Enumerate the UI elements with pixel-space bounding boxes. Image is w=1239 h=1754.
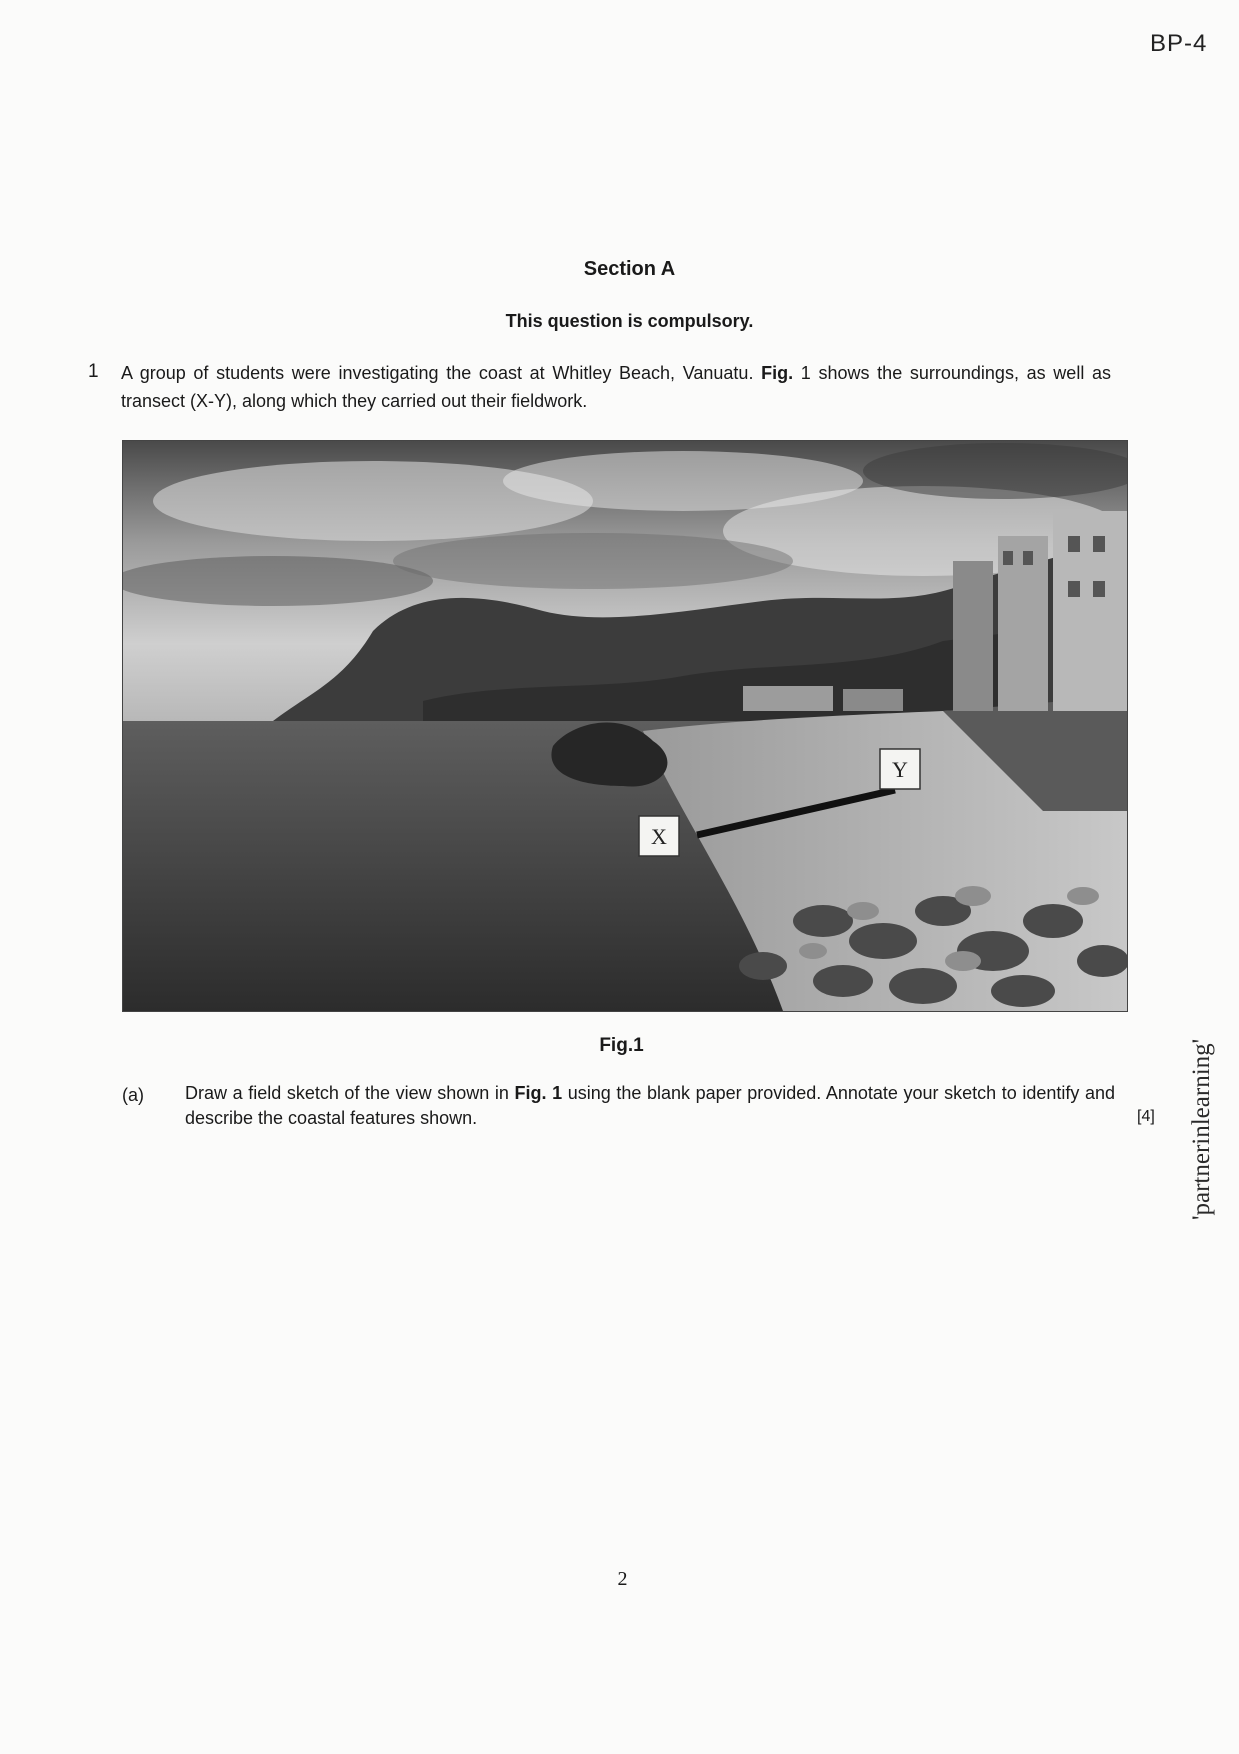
- side-text-container: [1180, 980, 1220, 1220]
- question-fig-reference: Fig.: [761, 363, 794, 383]
- marker-y: [880, 749, 920, 789]
- part-a-text-part-1: Draw a field sketch of the view shown in: [185, 1083, 515, 1103]
- question-text-part-2: 1 shows the surroundings, as well as transect (X-Y), along which they carried out their fieldwork.: [121, 363, 1111, 411]
- part-a-label: (a): [122, 1085, 144, 1105]
- coast-photograph-drawing: [123, 441, 1127, 1011]
- page-code: BP-4: [1150, 30, 1208, 57]
- figure-caption: Fig.1: [599, 1035, 644, 1056]
- coast-photograph: [122, 440, 1128, 1012]
- marker-y-label: Y: [892, 757, 908, 782]
- compulsory-instruction: This question is compulsory.: [505, 311, 754, 331]
- marker-x-label: X: [651, 824, 667, 849]
- side-watermark-text: 'partnerinlearning': [1188, 1038, 1215, 1220]
- part-a-fig-reference: Fig. 1: [514, 1083, 563, 1103]
- question-number: 1: [88, 361, 99, 382]
- part-a-text: [185, 1081, 1115, 1131]
- question-text: [121, 359, 1111, 415]
- part-a-text-part-2: using the blank paper provided. Annotate your sketch to identify and describe the coastal features shown.: [185, 1083, 1115, 1128]
- part-a-marks: [4]: [1137, 1108, 1155, 1125]
- section-title: Section A: [583, 258, 676, 280]
- marker-x: [639, 816, 679, 856]
- page-number: 2: [617, 1568, 628, 1590]
- question-text-part-1: A group of students were investigating the coast at Whitley Beach, Vanuatu.: [121, 363, 762, 383]
